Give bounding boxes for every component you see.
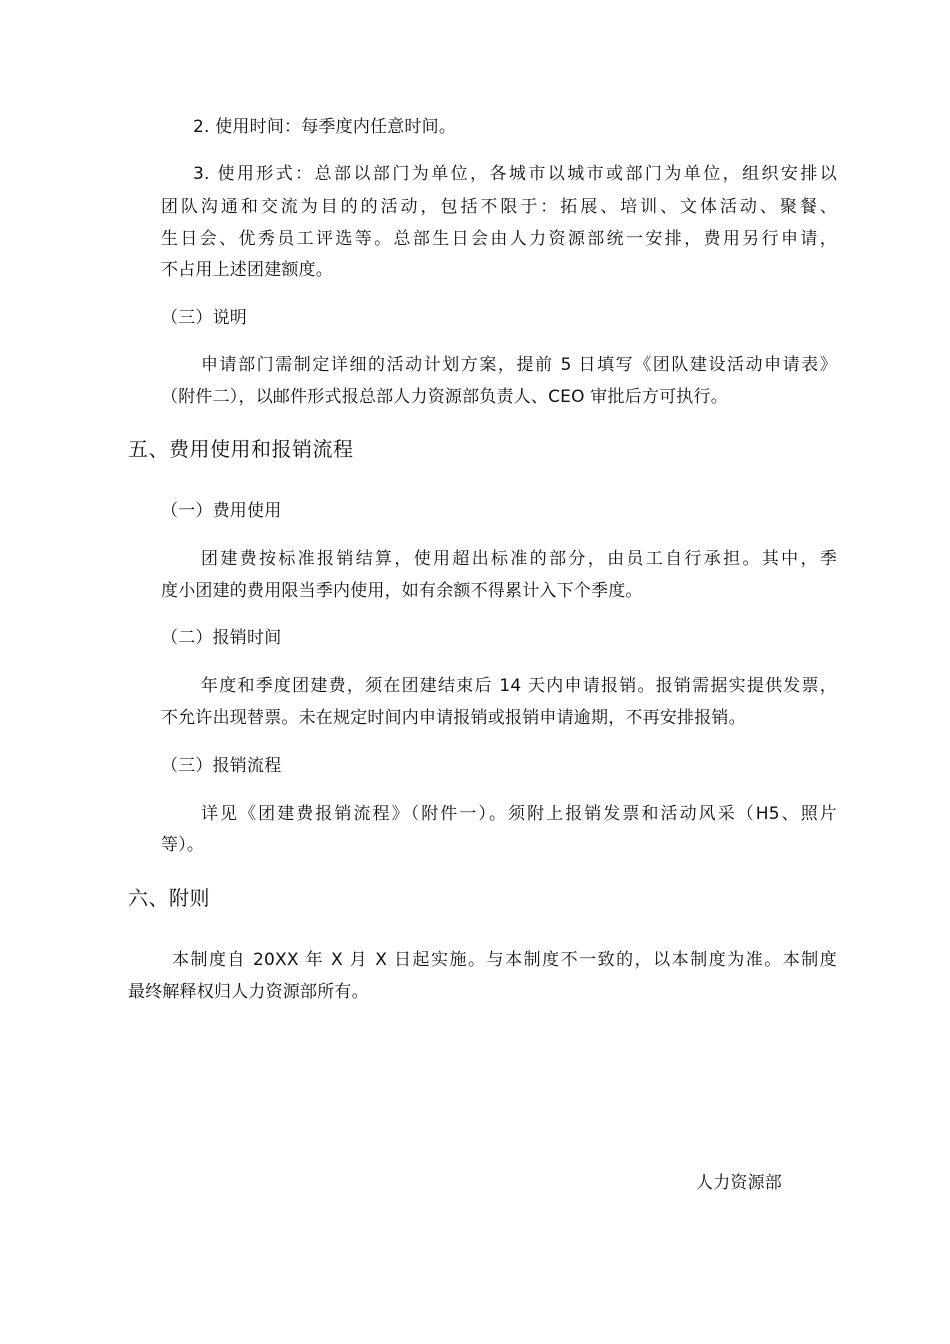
section-heading-6: 六、附则 (128, 886, 210, 910)
usage-time-item: 2. 使用时间：每季度内任意时间。 (193, 117, 457, 137)
explanation-line-1: 申请部门需制定详细的活动计划方案，提前 5 日填写《团队建设活动申请表》 (201, 355, 837, 375)
usage-form-line-3: 生日会、优秀员工评选等。总部生日会由人力资源部统一安排，费用另行申请， (161, 229, 837, 249)
subheading-usage: （一）费用使用 (161, 501, 282, 521)
rules-line-2: 最终解释权归人力资源部所有。 (128, 982, 369, 1002)
signature-department: 人力资源部 (696, 1173, 782, 1193)
section-heading-5: 五、费用使用和报销流程 (128, 437, 354, 461)
reimburse-time-line-2: 不允许出现替票。未在规定时间内申请报销或报销申请逾期，不再安排报销。 (161, 708, 746, 728)
usage-form-line-1: 3. 使用形式：总部以部门为单位，各城市以城市或部门为单位，组织安排以 (193, 164, 837, 184)
rules-line-1: 本制度自 20XX 年 X 月 X 日起实施。与本制度不一致的，以本制度为准。本制度 (172, 950, 837, 970)
subheading-reimburse-time: （二）报销时间 (161, 628, 282, 648)
usage-line-2: 度小团建的费用限当季内使用，如有余额不得累计入下个季度。 (161, 581, 643, 601)
usage-form-line-2: 团队沟通和交流为目的的活动，包括不限于：拓展、培训、文体活动、聚餐、 (161, 197, 837, 217)
reimburse-flow-line-2: 等）。 (161, 835, 205, 855)
usage-form-line-4: 不占用上述团建额度。 (161, 260, 333, 280)
reimburse-time-line-1: 年度和季度团建费，须在团建结束后 14 天内申请报销。报销需据实提供发票， (201, 676, 837, 696)
subheading-reimburse-flow: （三）报销流程 (161, 756, 282, 776)
explanation-line-2: （附件二），以邮件形式报总部人力资源部负责人、CEO 审批后方可执行。 (161, 387, 728, 407)
reimburse-flow-line-1: 详见《团建费报销流程》（附件一）。须附上报销发票和活动风采（H5、照片 (201, 804, 837, 824)
usage-line-1: 团建费按标准报销结算，使用超出标准的部分，由员工自行承担。其中，季 (201, 549, 837, 569)
subheading-explanation: （三）说明 (161, 308, 247, 328)
